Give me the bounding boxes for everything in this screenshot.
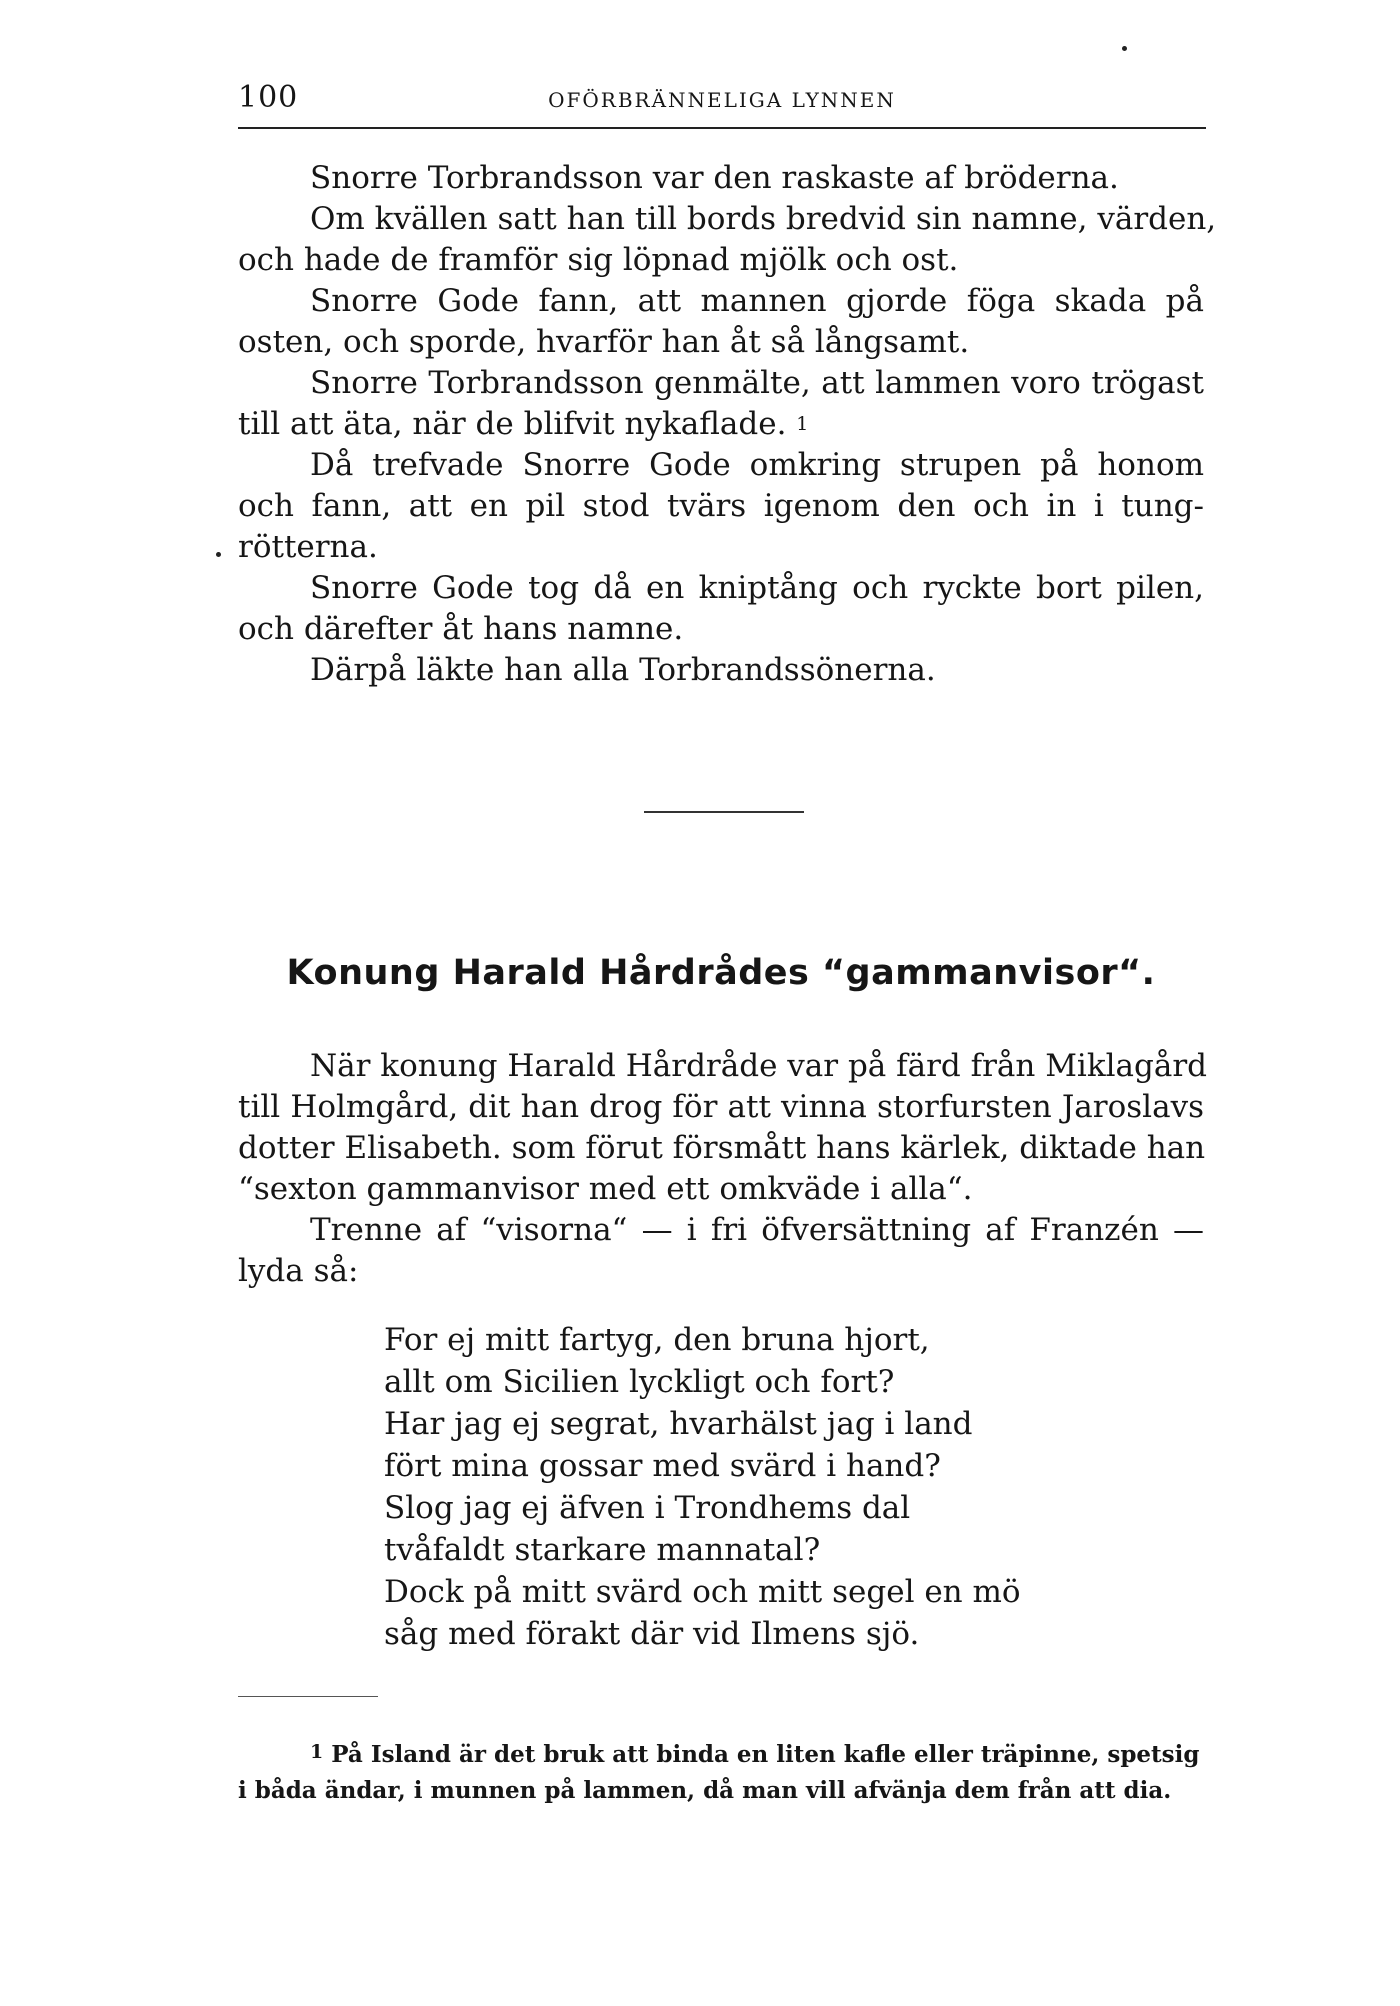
- text-line: Snorre Torbrandsson genmälte, att lammen voro trögast: [310, 365, 1204, 401]
- text-line: Därpå läkte han alla Torbrandssönerna.: [310, 652, 936, 688]
- poem-line: tvåfaldt starkare mannatal?: [384, 1532, 821, 1568]
- poem-line: For ej mitt fartyg, den bruna hjort,: [384, 1322, 930, 1358]
- page-header: [238, 80, 1206, 120]
- footnote-rule: [238, 1696, 378, 1697]
- text-line: till Holmgård, dit han drog för att vinna storfursten Jaroslavs: [238, 1089, 1204, 1125]
- text-line: till att äta, när de blifvit nykaflade.: [238, 406, 787, 442]
- footnote-line: i båda ändar, i munnen på lammen, då man vill afvänja dem från att dia.: [238, 1777, 1172, 1804]
- text-line: osten, och sporde, hvarför han åt så långsamt.: [238, 324, 970, 360]
- text-line: och hade de framför sig löpnad mjölk och ost.: [238, 242, 959, 278]
- poem-line: Har jag ej segrat, hvarhälst jag i land: [384, 1406, 973, 1442]
- ink-speck: [1122, 46, 1127, 51]
- header-rule: [238, 127, 1206, 129]
- text-line: Trenne af “visorna“ — i fri öfversättning af Franzén —: [310, 1212, 1204, 1248]
- poem-line: fört mina gossar med svärd i hand?: [384, 1448, 941, 1484]
- text-line: Då trefvade Snorre Gode omkring strupen på honom: [310, 447, 1204, 483]
- ink-speck: [216, 552, 221, 557]
- poem-line: Dock på mitt svärd och mitt segel en mö: [384, 1574, 1021, 1610]
- text-line-with-footnote: [238, 404, 1204, 444]
- section-divider: [644, 811, 804, 813]
- text-line: och därefter åt hans namne.: [238, 611, 684, 647]
- footnote-text: På Island är det bruk att binda en liten kafle eller träpinne, spetsig: [331, 1741, 1200, 1768]
- footnote-reference: 1: [796, 413, 809, 435]
- footnote-marker: 1: [310, 1741, 324, 1763]
- poem-line: såg med förakt där vid Ilmens sjö.: [384, 1616, 920, 1652]
- poem-line: Slog jag ej äfven i Trondhems dal: [384, 1490, 911, 1526]
- text-line: Snorre Torbrandsson var den raskaste af bröderna.: [310, 160, 1119, 196]
- text-line: När konung Harald Hårdråde var på färd från Miklagård: [310, 1048, 1208, 1084]
- text-line: dotter Elisabeth. som förut försmått hans kärlek, diktade han: [238, 1130, 1206, 1166]
- text-line: lyda så:: [238, 1253, 359, 1289]
- running-title: OFÖRBRÄNNELIGA LYNNEN: [548, 88, 896, 112]
- text-line: rötterna.: [238, 529, 378, 565]
- text-line: Om kvällen satt han till bords bredvid sin namne, värden,: [310, 201, 1217, 237]
- text-line: Snorre Gode tog då en kniptång och ryckte bort pilen,: [310, 570, 1204, 606]
- section-title: Konung Harald Hårdrådes “gammanvisor“.: [286, 953, 1156, 993]
- text-line: “sexton gammanvisor med ett omkväde i alla“.: [238, 1171, 973, 1207]
- text-line: och fann, att en pil stod tvärs igenom den och in i tung-: [238, 488, 1204, 524]
- text-line: Snorre Gode fann, att mannen gjorde föga skada på: [310, 283, 1204, 319]
- footnote-line: [238, 1738, 1204, 1772]
- poem-line: allt om Sicilien lyckligt och fort?: [384, 1364, 895, 1400]
- page-number: 100: [238, 80, 299, 115]
